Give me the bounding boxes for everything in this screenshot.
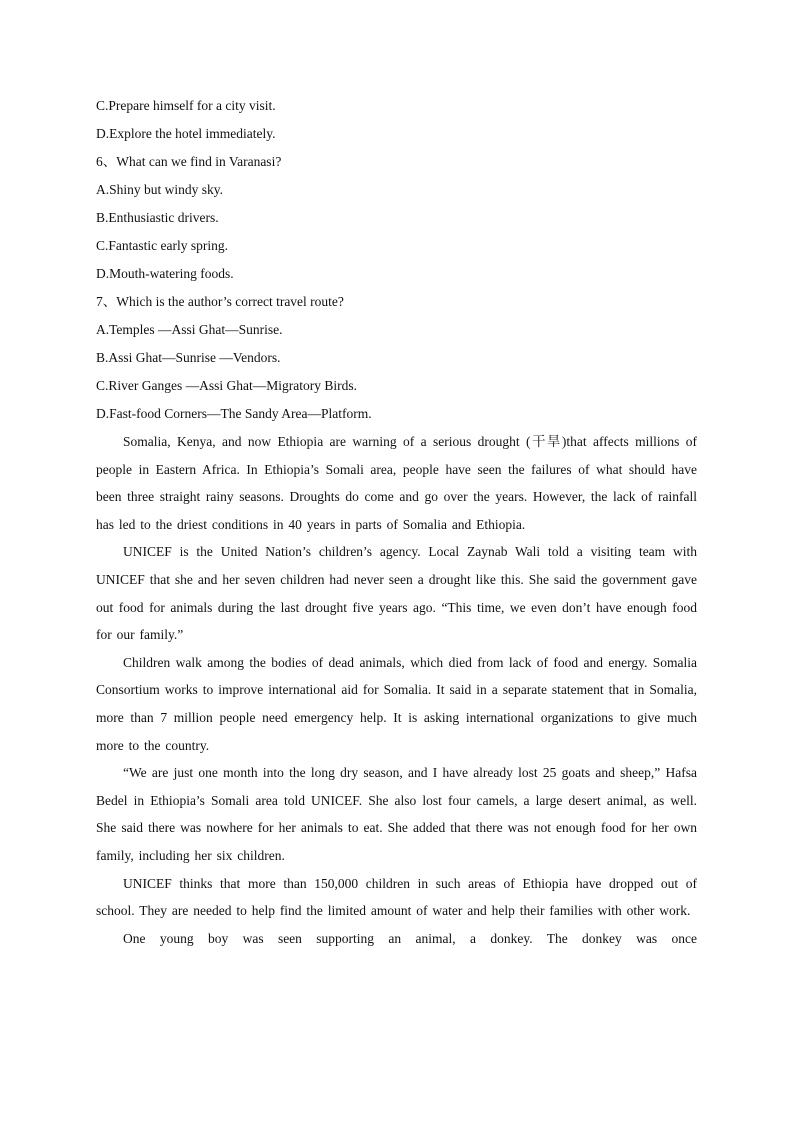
paragraph-2: UNICEF is the United Nation’s children’s agency. Local Zaynab Wali told a visiting team with UNICEF that she and her seven children had never seen a drought like this. She said the government gave out food for animals during the last drought five years ago. “This time, we even don’t have enough food for our family.” [96,544,697,643]
option-6d: D.Mouth-watering foods. [96,266,234,281]
document-page [96,92,697,952]
option-5d: D.Explore the hotel immediately. [96,126,276,141]
option-5c: C.Prepare himself for a city visit. [96,98,276,113]
question-7: 7、Which is the author’s correct travel route? [96,294,344,309]
option-6b: B.Enthusiastic drivers. [96,210,219,225]
option-6a: A.Shiny but windy sky. [96,182,224,197]
question-6: 6、What can we find in Varanasi? [96,154,282,169]
paragraph-3: Children walk among the bodies of dead animals, which died from lack of food and energy. Somalia Consortium works to improve international aid for Somalia. It said in a separate statement that in Somalia, more than 7 million people need emergency help. It is asking international organizations to give much more to the country. [96,654,697,753]
option-6c: C.Fantastic early spring. [96,238,228,253]
reading-passage [96,428,697,952]
option-7d: D.Fast-food Corners—The Sandy Area—Platform. [96,406,372,421]
option-7c: C.River Ganges —Assi Ghat—Migratory Birds. [96,378,357,393]
question-block [96,92,697,428]
paragraph-5: UNICEF thinks that more than 150,000 children in such areas of Ethiopia have dropped out of school. They are needed to help find the limited amount of water and help their families with other work. [96,875,697,919]
option-7b: B.Assi Ghat—Sunrise —Vendors. [96,350,281,365]
option-7a: A.Temples —Assi Ghat—Sunrise. [96,322,283,337]
paragraph-4: “We are just one month into the long dry season, and I have already lost 25 goats and sheep,” Hafsa Bedel in Ethiopia’s Somali area told UNICEF. She also lost four camels, a large desert animal, as well. She said there was nowhere for her animals to eat. She added that there was not enough food for her own family, including her six children. [96,765,697,863]
paragraph-6: One young boy was seen supporting an animal, a donkey. The donkey was once [123,930,697,946]
paragraph-1: Somalia, Kenya, and now Ethiopia are warning of a serious drought (干旱)that affects millions of people in Eastern Africa. In Ethiopia’s Somali area, people have seen the failures of what should have been three straight rainy seasons. Droughts do come and go over the years. However, the lack of rainfall has led to the driest conditions in 40 years in parts of Somalia and Ethiopia. [96,434,697,532]
